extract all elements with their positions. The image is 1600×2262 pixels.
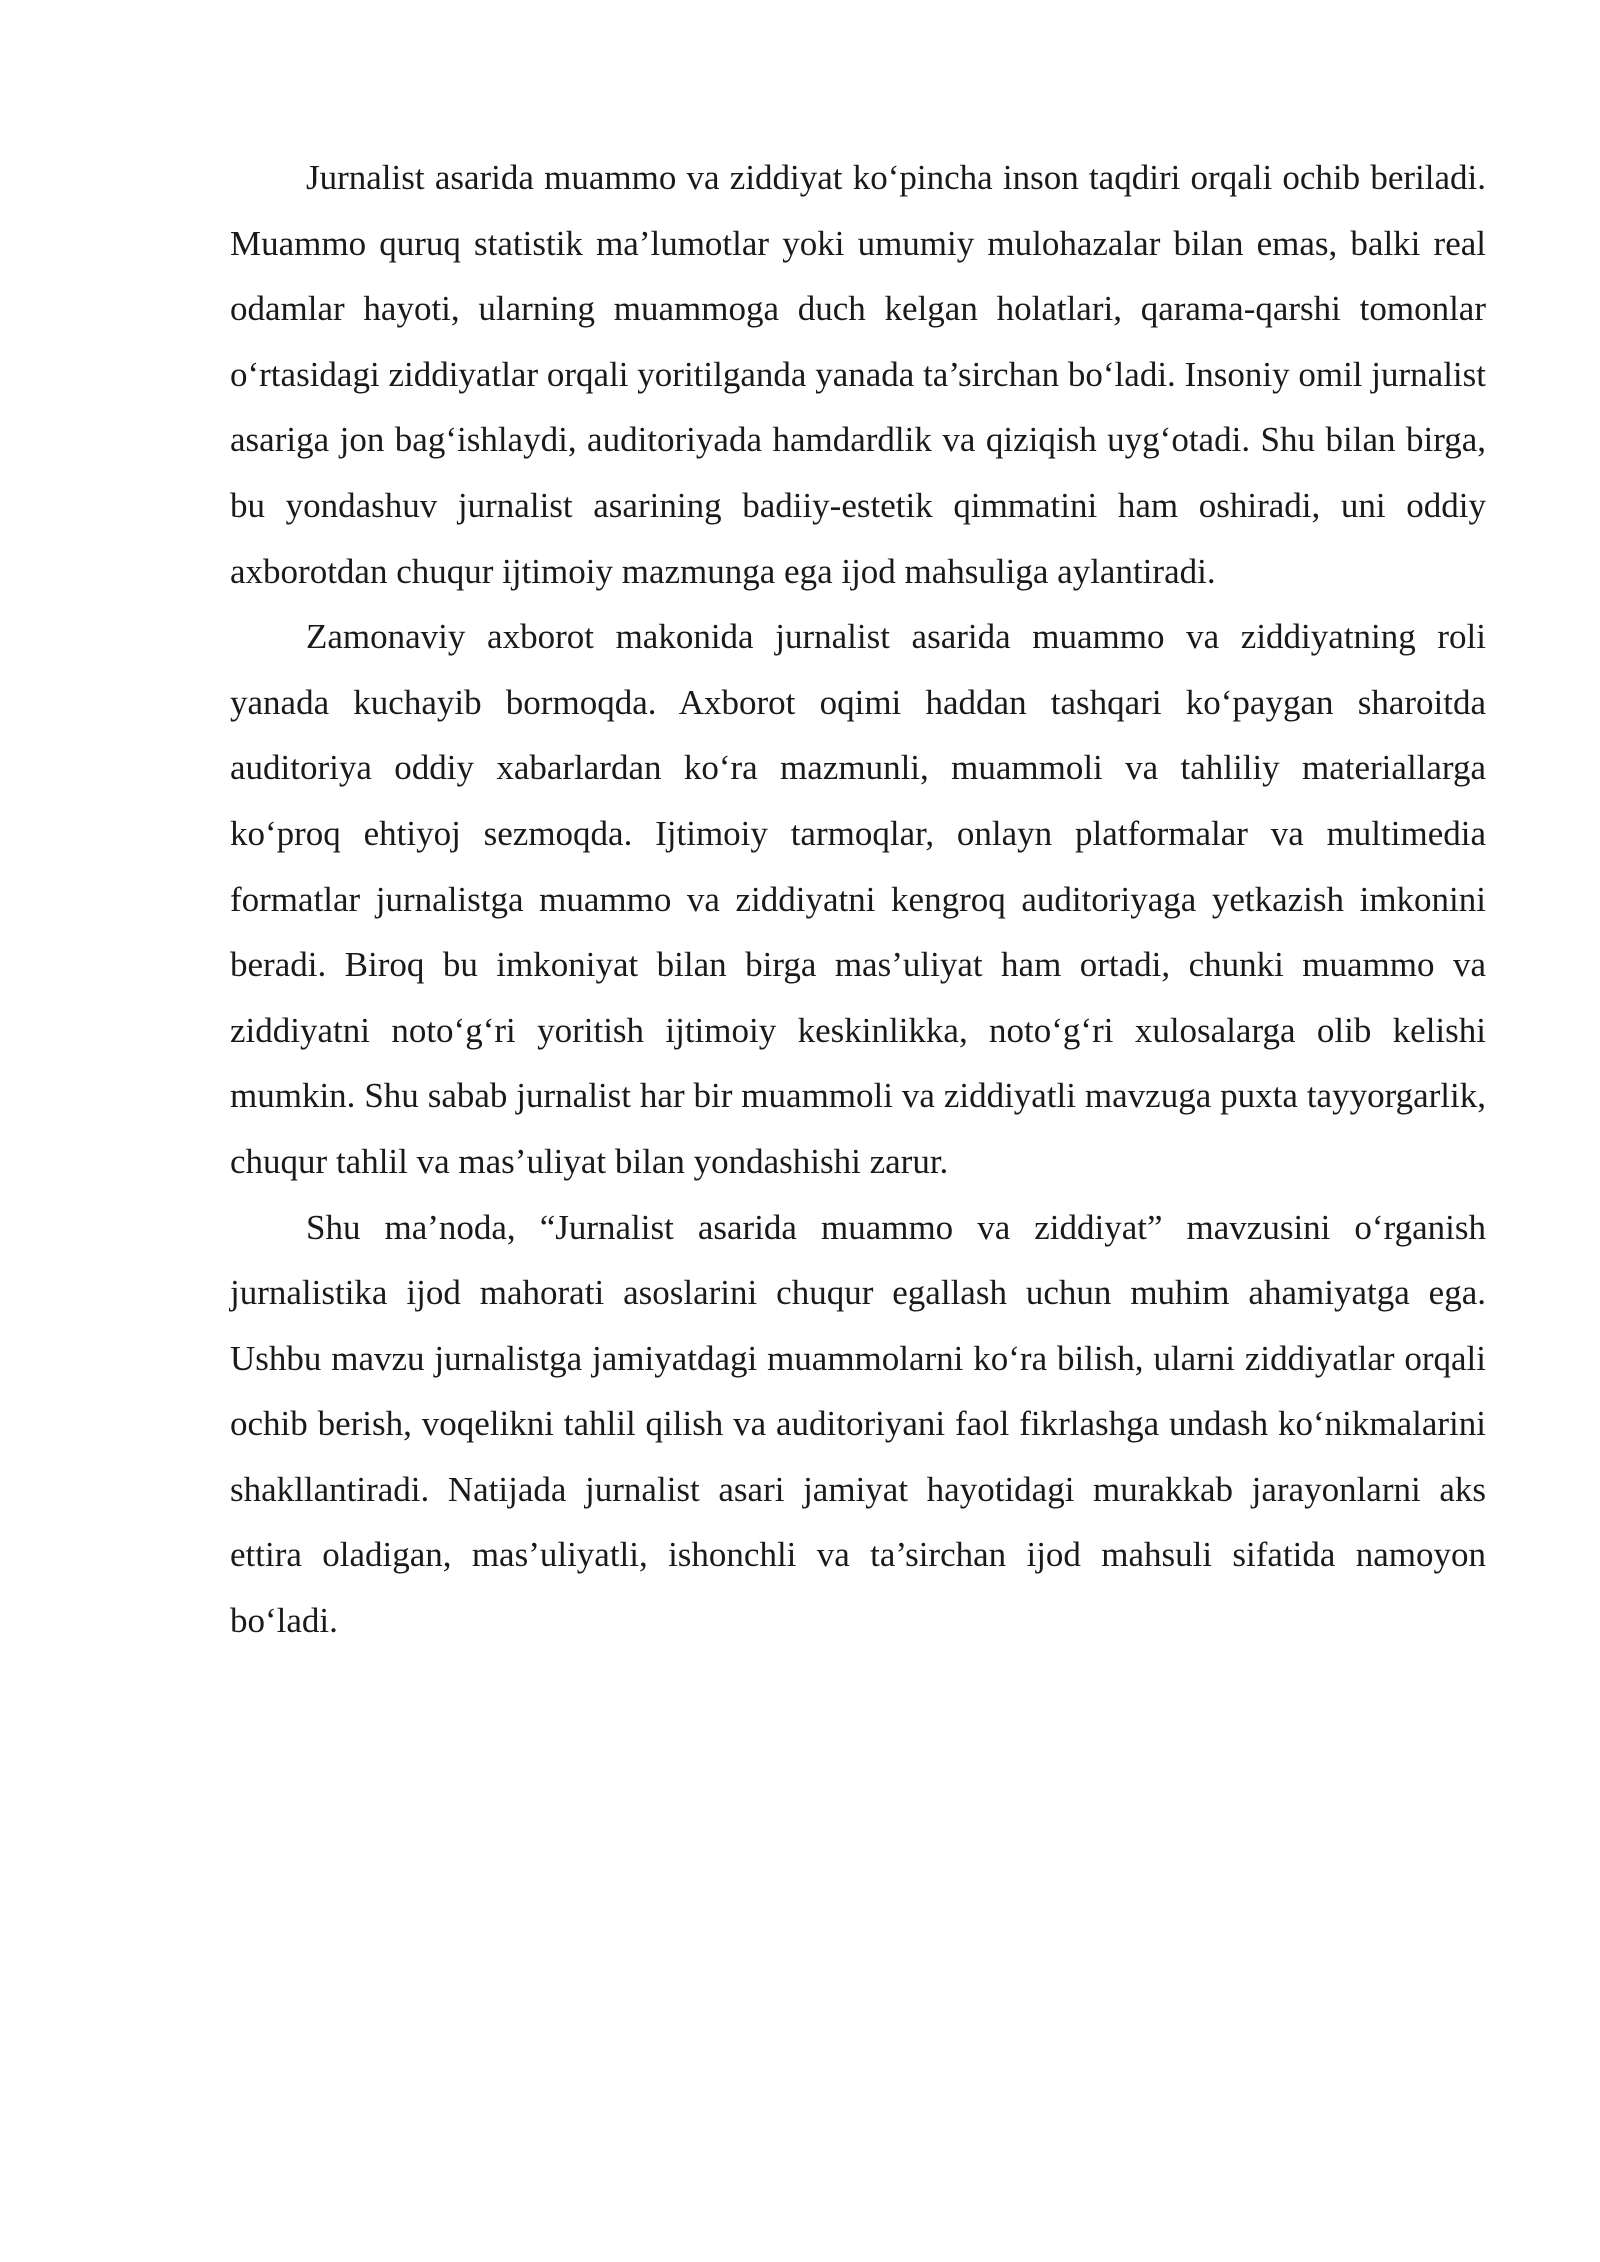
document-page xyxy=(230,145,1486,1654)
paragraph-3: Shu ma’noda, “Jurnalist asarida muammo va ziddiyat” mavzusini o‘rganish jurnalistika ijod mahorati asoslarini chuqur egallash uchun muhim ahamiyatga ega. Ushbu mavzu jurnalistga jamiyatdagi muammolarni ko‘ra bilish, ularni ziddiyatlar orqali ochib berish, voqelikni tahlil qilish va auditoriyani faol fikrlashga undash ko‘nikmalarini shakllantiradi. Natijada jurnalist asari jamiyat hayotidagi murakkab jarayonlarni aks ettira oladigan, mas’uliyatli, ishonchli va ta’sirchan ijod mahsuli sifatida namoyon bo‘ladi. xyxy=(230,1207,1486,1641)
paragraph-2: Zamonaviy axborot makonida jurnalist asarida muammo va ziddiyatning roli yanada kuchayib bormoqda. Axborot oqimi haddan tashqari ko‘paygan sharoitda auditoriya oddiy xabarlardan ko‘ra mazmunli, muammoli va tahliliy materiallarga ko‘proq ehtiyoj sezmoqda. Ijtimoiy tarmoqlar, onlayn platformalar va multimedia formatlar jurnalistga muammo va ziddiyatni kengroq auditoriyaga yetkazish imkonini beradi. Biroq bu imkoniyat bilan birga mas’uliyat ham ortadi, chunki muammo va ziddiyatni noto‘g‘ri yoritish ijtimoiy keskinlikka, noto‘g‘ri xulosalarga olib kelishi mumkin. Shu sabab jurnalist har bir muammoli va ziddiyatli mavzuga puxta tayyorgarlik, chuqur tahlil va mas’uliyat bilan yondashishi zarur. xyxy=(230,617,1486,1181)
paragraph-1: Jurnalist asarida muammo va ziddiyat ko‘pincha inson taqdiri orqali ochib beriladi. Muammo quruq statistik ma’lumotlar yoki umumiy mulohazalar bilan emas, balki real odamlar hayoti, ularning muammoga duch kelgan holatlari, qarama-qarshi tomonlar o‘rtasidagi ziddiyatlar orqali yoritilganda yanada ta’sirchan bo‘ladi. Insoniy omil jurnalist asariga jon bag‘ishlaydi, auditoriyada hamdardlik va qiziqish uyg‘otadi. Shu bilan birga, bu yondashuv jurnalist asarining badiiy-estetik qimmatini ham oshiradi, uni oddiy axborotdan chuqur ijtimoiy mazmunga ega ijod mahsuliga aylantiradi. xyxy=(230,158,1486,591)
